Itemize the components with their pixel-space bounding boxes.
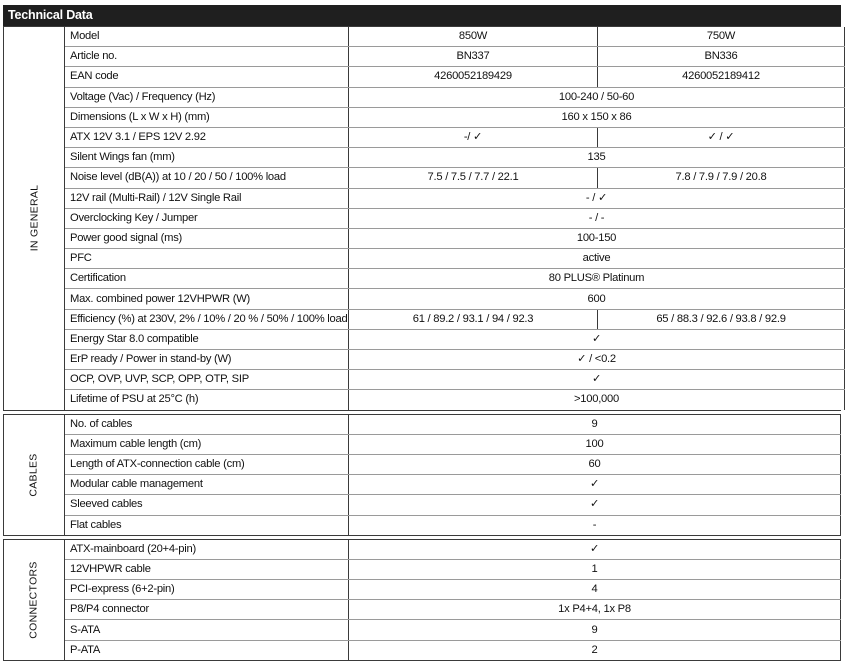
spec-table	[65, 27, 845, 410]
spec-label: 12V rail (Multi-Rail) / 12V Single Rail	[65, 188, 349, 208]
spec-value: active	[349, 249, 845, 269]
table-row	[65, 127, 845, 147]
table-row	[65, 27, 845, 47]
spec-label: Certification	[65, 269, 349, 289]
spec-label: Flat cables	[65, 515, 349, 535]
table-row	[65, 580, 841, 600]
table-row	[65, 168, 845, 188]
spec-label: No. of cables	[65, 415, 349, 435]
spec-label: Power good signal (ms)	[65, 228, 349, 248]
spec-value: 750W	[598, 27, 845, 47]
spec-value: ✓	[349, 370, 845, 390]
section-label-cell	[3, 540, 65, 660]
table-row	[65, 269, 845, 289]
spec-label: S-ATA	[65, 620, 349, 640]
spec-value: ✓	[349, 475, 841, 495]
table-row	[65, 515, 841, 535]
table-row	[65, 107, 845, 127]
table-row	[65, 390, 845, 410]
section-connectors	[3, 539, 841, 661]
spec-value: >100,000	[349, 390, 845, 410]
table-row	[65, 208, 845, 228]
table-row	[65, 620, 841, 640]
section-label: IN GENERAL	[28, 184, 41, 252]
spec-label: Efficiency (%) at 230V, 2% / 10% / 20 % / 50% / 100% load	[65, 309, 349, 329]
spec-label: Length of ATX-connection cable (cm)	[65, 454, 349, 474]
spec-value: 60	[349, 454, 841, 474]
spec-table	[65, 415, 841, 535]
spec-label: ErP ready / Power in stand-by (W)	[65, 350, 349, 370]
table-row	[65, 67, 845, 87]
spec-table	[65, 540, 841, 660]
section-label-cell	[3, 415, 65, 535]
spec-value: BN336	[598, 47, 845, 67]
table-row	[65, 600, 841, 620]
spec-label: Energy Star 8.0 compatible	[65, 329, 349, 349]
table-row	[65, 148, 845, 168]
spec-label: Modular cable management	[65, 475, 349, 495]
spec-value: 1x P4+4, 1x P8	[349, 600, 841, 620]
spec-value: - / -	[349, 208, 845, 228]
table-row	[65, 454, 841, 474]
spec-label: 12VHPWR cable	[65, 559, 349, 579]
table-row	[65, 329, 845, 349]
spec-value: 4260052189429	[349, 67, 598, 87]
spec-value: 65 / 88.3 / 92.6 / 93.8 / 92.9	[598, 309, 845, 329]
table-row	[65, 309, 845, 329]
spec-label: P8/P4 connector	[65, 600, 349, 620]
spec-value: 850W	[349, 27, 598, 47]
section-in-general	[3, 26, 841, 411]
technical-data-sheet	[3, 5, 841, 661]
table-row	[65, 228, 845, 248]
spec-value: 4260052189412	[598, 67, 845, 87]
spec-label: Silent Wings fan (mm)	[65, 148, 349, 168]
table-row	[65, 350, 845, 370]
sheet-title: Technical Data	[3, 5, 841, 26]
section-cables	[3, 414, 841, 536]
spec-value: 9	[349, 620, 841, 640]
spec-label: ATX-mainboard (20+4-pin)	[65, 540, 349, 560]
spec-value: ✓	[349, 540, 841, 560]
spec-label: Overclocking Key / Jumper	[65, 208, 349, 228]
spec-label: P-ATA	[65, 640, 349, 660]
table-row	[65, 559, 841, 579]
spec-value: 1	[349, 559, 841, 579]
table-row	[65, 249, 845, 269]
spec-label: PCI-express (6+2-pin)	[65, 580, 349, 600]
spec-value: - / ✓	[349, 188, 845, 208]
table-row	[65, 47, 845, 67]
table-row	[65, 495, 841, 515]
spec-label: Max. combined power 12VHPWR (W)	[65, 289, 349, 309]
table-row	[65, 188, 845, 208]
spec-value: 160 x 150 x 86	[349, 107, 845, 127]
spec-label: EAN code	[65, 67, 349, 87]
spec-label: PFC	[65, 249, 349, 269]
spec-value: 135	[349, 148, 845, 168]
table-row	[65, 289, 845, 309]
spec-value: 600	[349, 289, 845, 309]
spec-label: Maximum cable length (cm)	[65, 434, 349, 454]
spec-value: 100-150	[349, 228, 845, 248]
table-row	[65, 87, 845, 107]
spec-value: 61 / 89.2 / 93.1 / 94 / 92.3	[349, 309, 598, 329]
table-row	[65, 540, 841, 560]
spec-value: -	[349, 515, 841, 535]
spec-value: -/ ✓	[349, 127, 598, 147]
spec-value: ✓	[349, 329, 845, 349]
spec-value: 100	[349, 434, 841, 454]
sections-container	[3, 26, 841, 661]
spec-value: BN337	[349, 47, 598, 67]
spec-label: ATX 12V 3.1 / EPS 12V 2.92	[65, 127, 349, 147]
spec-label: Lifetime of PSU at 25°C (h)	[65, 390, 349, 410]
spec-value: 7.8 / 7.9 / 7.9 / 20.8	[598, 168, 845, 188]
spec-value: 80 PLUS® Platinum	[349, 269, 845, 289]
spec-value: 2	[349, 640, 841, 660]
spec-value: ✓ / <0.2	[349, 350, 845, 370]
spec-label: Article no.	[65, 47, 349, 67]
table-row	[65, 434, 841, 454]
spec-label: Sleeved cables	[65, 495, 349, 515]
section-label: CABLES	[28, 453, 40, 497]
spec-value: ✓ / ✓	[598, 127, 845, 147]
spec-label: Noise level (dB(A)) at 10 / 20 / 50 / 100% load	[65, 168, 349, 188]
spec-value: 4	[349, 580, 841, 600]
spec-value: ✓	[349, 495, 841, 515]
spec-value: 100-240 / 50-60	[349, 87, 845, 107]
table-row	[65, 640, 841, 660]
spec-value: 7.5 / 7.5 / 7.7 / 22.1	[349, 168, 598, 188]
section-label: CONNECTORS	[28, 561, 41, 639]
table-row	[65, 415, 841, 435]
spec-label: OCP, OVP, UVP, SCP, OPP, OTP, SIP	[65, 370, 349, 390]
section-label-cell	[3, 27, 65, 410]
spec-label: Model	[65, 27, 349, 47]
table-row	[65, 475, 841, 495]
spec-label: Dimensions (L x W x H) (mm)	[65, 107, 349, 127]
spec-value: 9	[349, 415, 841, 435]
spec-label: Voltage (Vac) / Frequency (Hz)	[65, 87, 349, 107]
table-row	[65, 370, 845, 390]
